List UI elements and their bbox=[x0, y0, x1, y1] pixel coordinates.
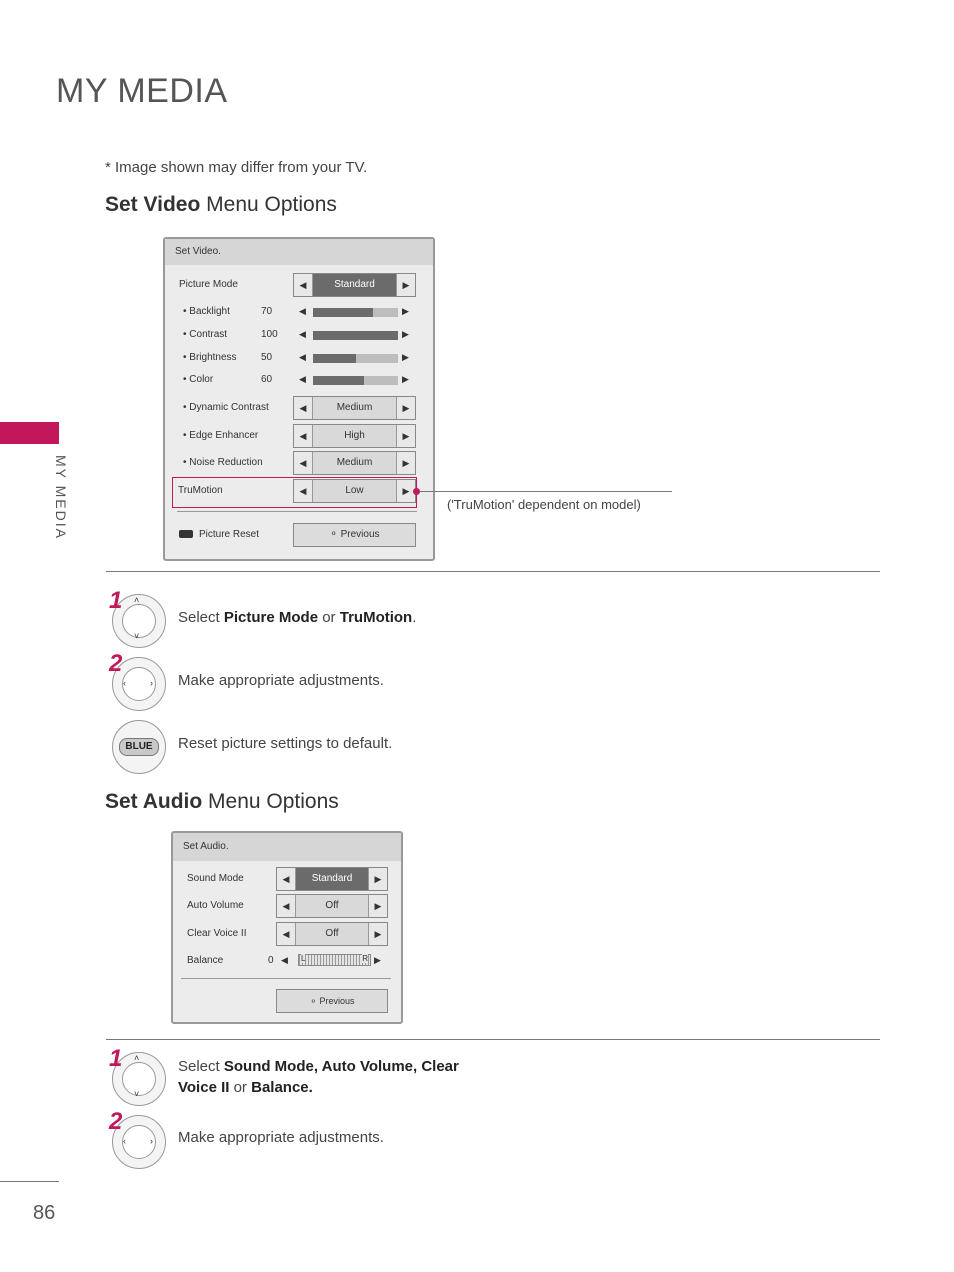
slider-track[interactable] bbox=[313, 376, 398, 385]
dynamic-contrast-value: Medium bbox=[336, 402, 373, 413]
slider-label: • Backlight bbox=[183, 306, 230, 317]
picture-mode-label: Picture Mode bbox=[179, 279, 238, 290]
page-number: 86 bbox=[33, 1202, 56, 1224]
audio-step-2-text: Make appropriate adjustments. bbox=[178, 1129, 384, 1146]
blue-button-label: BLUE bbox=[119, 738, 159, 756]
right-arrow-icon[interactable]: ▶ bbox=[402, 329, 409, 339]
balance-right-mark: R bbox=[362, 954, 368, 963]
audio-step-1-text: Select Sound Mode, Auto Volume, Clear Voice II or Balance. bbox=[178, 1058, 459, 1096]
edge-enhancer-label: • Edge Enhancer bbox=[183, 430, 259, 441]
dynamic-contrast-selector[interactable] bbox=[293, 396, 416, 420]
leftright-button-icon: ‹ › bbox=[112, 657, 166, 711]
footer-rule bbox=[0, 1181, 59, 1182]
left-arrow-icon[interactable]: ◀ bbox=[294, 274, 313, 296]
right-arrow-icon[interactable]: ▶ bbox=[374, 955, 381, 965]
right-arrow-icon[interactable]: ▶ bbox=[368, 923, 387, 945]
step-number: 1 bbox=[109, 1045, 123, 1072]
video-heading-rest: Menu Options bbox=[200, 193, 337, 216]
divider bbox=[181, 978, 391, 979]
left-arrow-icon[interactable]: ◀ bbox=[294, 452, 313, 474]
slider-value: 50 bbox=[261, 352, 273, 363]
slider-track[interactable] bbox=[313, 331, 398, 340]
balance-slider[interactable] bbox=[298, 954, 371, 966]
edge-enhancer-selector[interactable] bbox=[293, 424, 416, 448]
noise-reduction-selector[interactable] bbox=[293, 451, 416, 475]
updown-button-icon: ˄ ˅ bbox=[112, 594, 166, 648]
auto-volume-value: Off bbox=[325, 900, 339, 911]
blue-key-icon bbox=[179, 530, 193, 538]
clear-voice-value: Off bbox=[325, 928, 339, 939]
right-arrow-icon[interactable]: ▶ bbox=[396, 425, 415, 447]
right-arrow-icon[interactable]: ▶ bbox=[402, 374, 409, 384]
slider-track[interactable] bbox=[313, 308, 398, 317]
trumotion-selector[interactable] bbox=[293, 479, 416, 503]
slider-label: • Contrast bbox=[183, 329, 228, 340]
slider-fill bbox=[313, 331, 398, 340]
section-rule bbox=[106, 1039, 880, 1040]
left-arrow-icon[interactable]: ◀ bbox=[281, 955, 288, 965]
slider-value: 60 bbox=[261, 374, 273, 385]
back-icon: ⚬ bbox=[329, 529, 338, 540]
audio-heading-bold: Set Audio bbox=[105, 790, 203, 813]
video-step-2-text: Make appropriate adjustments. bbox=[178, 672, 384, 689]
left-arrow-icon[interactable]: ◀ bbox=[299, 374, 306, 384]
picture-mode-value: Standard bbox=[313, 274, 396, 296]
clear-voice-selector[interactable] bbox=[276, 922, 388, 946]
video-heading-bold: Set Video bbox=[105, 193, 201, 216]
clear-voice-label: Clear Voice II bbox=[187, 928, 247, 939]
image-note: * Image shown may differ from your TV. bbox=[105, 159, 368, 176]
slider-value: 100 bbox=[261, 329, 278, 340]
balance-value: 0 bbox=[268, 955, 274, 966]
right-arrow-icon[interactable]: ▶ bbox=[368, 895, 387, 917]
panel-title: Set Video. bbox=[165, 239, 433, 265]
left-arrow-icon[interactable]: ◀ bbox=[294, 425, 313, 447]
side-tab-marker bbox=[0, 422, 59, 444]
slider-fill bbox=[313, 376, 364, 385]
auto-volume-label: Auto Volume bbox=[187, 900, 244, 911]
trumotion-value: Low bbox=[345, 485, 364, 496]
right-arrow-icon[interactable]: ▶ bbox=[402, 352, 409, 362]
picture-reset-label[interactable]: Picture Reset bbox=[199, 529, 260, 540]
right-arrow-icon[interactable]: ▶ bbox=[396, 397, 415, 419]
dynamic-contrast-label: • Dynamic Contrast bbox=[183, 402, 269, 413]
slider-label: • Brightness bbox=[183, 352, 237, 363]
right-arrow-icon[interactable]: ▶ bbox=[402, 306, 409, 316]
slider-label: • Color bbox=[183, 374, 214, 385]
divider bbox=[177, 511, 417, 512]
slider-fill bbox=[313, 308, 373, 317]
balance-left-mark: L bbox=[301, 954, 306, 963]
callout-dot bbox=[413, 488, 420, 495]
left-arrow-icon[interactable]: ◀ bbox=[299, 329, 306, 339]
previous-button[interactable] bbox=[276, 989, 388, 1013]
noise-reduction-value: Medium bbox=[336, 457, 373, 468]
previous-label: Previous bbox=[319, 996, 355, 1006]
right-arrow-icon[interactable]: ▶ bbox=[396, 452, 415, 474]
left-arrow-icon[interactable]: ◀ bbox=[294, 480, 313, 502]
previous-button[interactable] bbox=[293, 523, 416, 547]
noise-reduction-label: • Noise Reduction bbox=[183, 457, 263, 468]
left-arrow-icon[interactable]: ◀ bbox=[294, 397, 313, 419]
trumotion-label: TruMotion bbox=[178, 485, 223, 496]
right-arrow-icon[interactable]: ▶ bbox=[396, 274, 415, 296]
auto-volume-selector[interactable] bbox=[276, 894, 388, 918]
side-section-label: MY MEDIA bbox=[53, 455, 69, 540]
audio-heading-rest: Menu Options bbox=[202, 790, 339, 813]
video-step-3-text: Reset picture settings to default. bbox=[178, 735, 393, 752]
step-number: 1 bbox=[109, 587, 123, 614]
left-arrow-icon[interactable]: ◀ bbox=[299, 306, 306, 316]
sound-mode-selector[interactable] bbox=[276, 867, 388, 891]
section-rule bbox=[106, 571, 880, 572]
audio-heading bbox=[105, 790, 339, 814]
left-arrow-icon[interactable]: ◀ bbox=[299, 352, 306, 362]
left-arrow-icon[interactable]: ◀ bbox=[277, 868, 296, 890]
left-arrow-icon[interactable]: ◀ bbox=[277, 923, 296, 945]
picture-mode-selector[interactable] bbox=[293, 273, 416, 297]
video-step-1-text: Select Picture Mode or TruMotion. bbox=[178, 609, 417, 626]
set-video-panel bbox=[163, 237, 435, 561]
sound-mode-value: Standard bbox=[296, 868, 368, 890]
step-number: 2 bbox=[109, 1108, 123, 1135]
page-title: MY MEDIA bbox=[56, 72, 228, 110]
balance-label: Balance bbox=[187, 955, 224, 966]
callout-line bbox=[420, 491, 672, 492]
slider-track[interactable] bbox=[313, 354, 398, 363]
slider-fill bbox=[313, 354, 356, 363]
step-number: 2 bbox=[109, 650, 123, 677]
left-arrow-icon[interactable]: ◀ bbox=[277, 895, 296, 917]
video-heading bbox=[105, 193, 337, 217]
right-arrow-icon[interactable]: ▶ bbox=[368, 868, 387, 890]
set-audio-panel bbox=[171, 831, 403, 1024]
edge-enhancer-value: High bbox=[344, 430, 365, 441]
updown-button-icon: ˄ ˅ bbox=[112, 1052, 166, 1106]
sound-mode-label: Sound Mode bbox=[187, 873, 244, 884]
trumotion-callout: ('TruMotion' dependent on model) bbox=[447, 497, 641, 512]
right-arrow-icon[interactable]: ▶ bbox=[396, 480, 415, 502]
leftright-button-icon: ‹ › bbox=[112, 1115, 166, 1169]
back-icon: ⚬ bbox=[309, 996, 317, 1006]
blue-button-icon bbox=[112, 720, 166, 774]
previous-label: Previous bbox=[340, 529, 380, 540]
panel-title: Set Audio. bbox=[173, 833, 401, 861]
slider-value: 70 bbox=[261, 306, 273, 317]
